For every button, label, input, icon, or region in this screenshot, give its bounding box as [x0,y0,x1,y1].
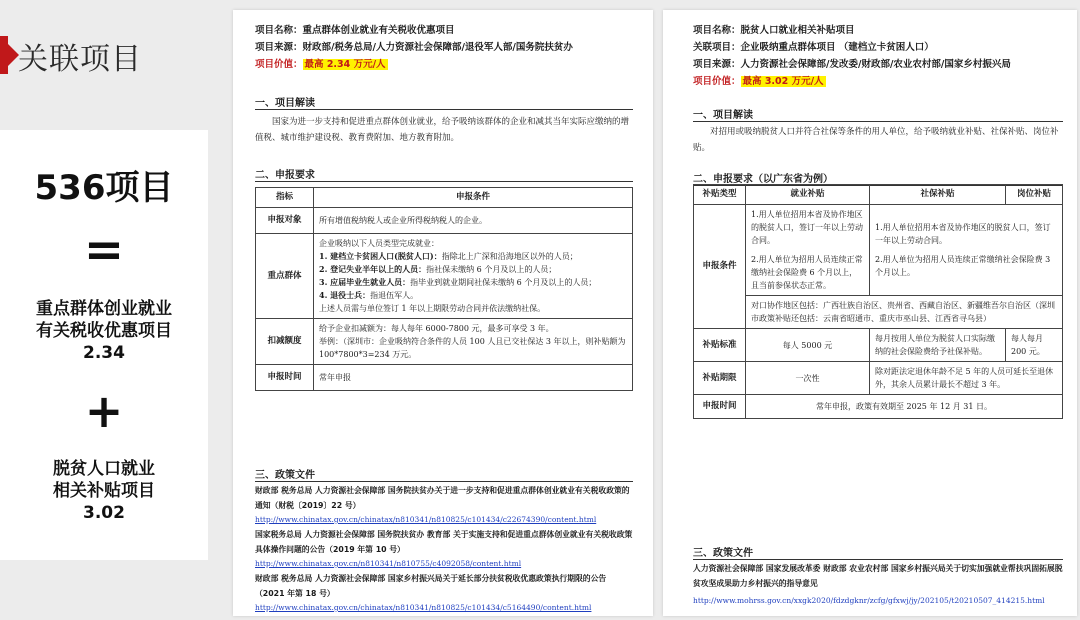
doc2-row-label: 申报条件 [694,205,746,329]
doc1-key-group-2 [319,263,627,276]
doc2-meta [693,22,1063,90]
table-row [694,362,1063,395]
summary-item-1-line1: 重点群体创业就业 [36,299,172,319]
doc1-deduction-example: 举例：（深圳市：企业吸纳符合条件的人员 100 人且已交社保达 3 年以上，则补贴额为 100*7800*3=234 万元。 [319,337,626,359]
doc1-row-label: 扣减额度 [256,319,314,365]
doc2-project-name: 项目名称：脱贫人口就业相关补贴项目 [693,25,855,36]
doc1-policy-2-title: 国家税务总局 人力资源社会保障部 国务院扶贫办 教育部 关于实施支持和促进重点群体创业就业有关税收政策具体操作问题的公告（2019 年第 10 号） [255,530,633,554]
summary-item-1 [0,298,208,364]
doc1-row-label: 重点群体 [256,234,314,319]
doc2-value-highlight: 最高 3.02 万元/人 [742,76,824,87]
doc1-row-key-groups [314,234,633,319]
table-row [256,319,633,365]
table-row [256,234,633,319]
doc2-row-label: 补贴标准 [694,329,746,362]
doc1-section-2-heading: 二、申报要求 [255,170,315,181]
document-page-2 [663,10,1077,616]
doc1-section-3-heading: 三、政策文件 [255,470,315,481]
doc2-insurance-conditions [870,205,1063,296]
doc2-apply-time: 常年申报，政策有效期至 2025 年 12 月 31 日。 [746,395,1063,419]
summary-item-2 [0,458,208,524]
table-row [694,185,1063,205]
doc2-divider-3 [693,559,1063,560]
summary-item-2-line1: 脱贫人口就业 [53,459,155,479]
doc2-policy-link[interactable]: http://www.mohrss.gov.cn/xxgk2020/fdzdgknr/zcfg/gfxwj/jy/202105/t20210507_414215.html [693,596,1045,605]
table-row [694,395,1063,419]
doc1-project-value [255,56,635,73]
doc1-divider-2 [255,181,633,182]
doc2-employment-cond-1: 1.用人单位招用本省及协作地区的脱贫人口，签订一年以上劳动合同。 [751,210,863,245]
doc1-divider-3 [255,481,633,482]
doc1-row-text: 所有增值税纳税人或企业所得税纳税人的企业。 [314,208,633,234]
doc2-period-employment: 一次性 [746,362,870,395]
doc1-key-group-4 [319,289,627,302]
doc1-policy-list [255,483,633,615]
doc1-policy-1-title: 财政部 税务总局 人力资源社会保障部 国务院扶贫办关于进一步支持和促进重点群体创业就业有关税收政策的通知（财税〔2019〕22 号） [255,486,630,510]
doc2-value-label: 项目价值： [693,76,741,87]
table-row [694,329,1063,362]
doc2-th-employment: 就业补贴 [746,185,870,205]
doc2-insurance-cond-1: 1.用人单位招用本省及协作地区的脱贫人口，签订一年以上劳动合同。 [875,223,1051,245]
doc1-key-groups-intro: 企业吸纳以下人员类型完成就业： [319,239,439,248]
doc1-key-group-3-title: 3. 应届毕业生就业人员： [319,277,411,287]
doc1-key-group-1-title: 1. 建档立卡贫困人口(脱贫人口)： [319,251,442,261]
doc2-employment-conditions [746,205,870,296]
doc2-row-label: 补贴期限 [694,362,746,395]
doc2-th-position: 岗位补贴 [1006,185,1063,205]
doc1-policy-3-title: 财政部 税务总局 人力资源社会保障部 国家乡村振兴局关于延长部分扶贫税收优惠政策执行期限的公告（2021 年第 18 号） [255,574,607,598]
summary-equals: = [83,222,125,278]
doc1-meta [255,22,635,73]
doc1-row-text: 常年申报 [314,365,633,391]
doc1-key-group-2-desc: 指社保未缴纳 6 个月及以上的人员； [426,265,557,274]
summary-count: 536项目 [34,168,174,208]
doc1-key-group-1 [319,250,627,263]
doc2-project-source: 项目来源：人力资源社会保障部/发改委/财政部/农业农村部/国家乡村振兴局 [693,59,1011,70]
summary-item-1-value: 2.34 [83,343,125,363]
doc1-key-group-3 [319,276,627,289]
doc1-row-label: 申报对象 [256,208,314,234]
slide-title: 关联项目 [18,42,142,77]
doc2-standard-employment: 每人 5000 元 [746,329,870,362]
doc1-row-label: 申报时间 [256,365,314,391]
doc1-project-name: 项目名称：重点群体创业就业有关税收优惠项目 [255,25,455,36]
doc1-section-1-heading: 一、项目解读 [255,98,315,109]
doc1-section-1-text: 国家为进一步支持和促进重点群体创业就业，给予吸纳该群体的企业和减其当年实际应缴纳的增值税、城市维护建设税、教育费附加、地方教育附加。 [255,117,630,143]
doc2-section-1-text: 对招用或吸纳脱贫人口并符合社保等条件的用人单位，给予吸纳就业补贴、社保补贴、岗位补贴。 [693,127,1059,153]
summary-item-2-line2: 相关补贴项目 [53,481,155,501]
doc1-key-group-3-desc: 指毕业到就业期间社保未缴纳 6 个月及以上的人员； [410,278,597,287]
table-row [694,205,1063,296]
doc2-standard-position: 每人每月 200 元。 [1006,329,1063,362]
doc1-key-group-1-desc: 指除北上广深和沿海地区以外的人员； [441,252,578,261]
doc2-related-project: 关联项目：企业吸纳重点群体项目 （建档立卡贫困人口） [693,42,934,53]
doc2-th-social-insurance: 社保补贴 [870,185,1006,205]
doc1-th-conditions: 申报条件 [314,188,633,208]
doc2-period-insurance: 除对距法定退休年龄不足 5 年的人员可延长至退休外，其余人员累计最长不超过 3 年。 [870,362,1063,395]
doc1-value-highlight: 最高 2.34 万元/人 [304,59,386,70]
doc1-th-indicator: 指标 [256,188,314,208]
doc1-key-groups-note: 上述人员需与单位签订 1 年以上期限劳动合同并依法缴纳社保。 [319,304,546,313]
table-row [256,188,633,208]
doc2-subsidy-table [693,184,1063,419]
doc1-key-group-4-title: 4. 退役士兵： [319,290,371,300]
table-row [694,296,1063,329]
doc2-policy-list [693,561,1063,608]
doc1-value-label: 项目价值： [255,59,303,70]
doc1-deduction-text: 给予企业扣减额为：每人每年 6000-7800 元，最多可享受 3 年。 [319,324,554,333]
table-row [256,208,633,234]
doc1-policy-1-link[interactable]: http://www.chinatax.gov.cn/chinatax/n810341/n810825/c101434/c22674390/content.html [255,515,597,524]
doc2-section-1-heading: 一、项目解读 [693,110,753,121]
table-row [256,365,633,391]
doc2-employment-cond-2: 2.用人单位为招用人员连续正常缴纳社会保险费 6 个月以上，且当前参保状态正常。 [751,255,863,290]
doc2-section-3-heading: 三、政策文件 [693,548,753,559]
doc2-section-2-heading: 二、申报要求（以广东省为例） [693,174,833,185]
title-accent-bar [0,36,8,74]
doc2-divider-1 [693,121,1063,122]
doc1-project-source: 项目来源：财政部/税务总局/人力资源社会保障部/退役军人部/国务院扶贫办 [255,42,573,53]
doc2-th-type: 补贴类型 [694,185,746,205]
doc1-policy-2-link[interactable]: http://www.chinatax.gov.cn/n810341/n810755/c4092058/content.html [255,559,522,568]
doc1-key-group-4-desc: 指退伍军人。 [370,291,419,300]
summary-item-1-line2: 有关税收优惠项目 [36,321,172,341]
doc2-insurance-cond-2: 2.用人单位为招用人员连续正常缴纳社会保险费 3 个月以上。 [875,255,1051,277]
doc2-region-note: 对口协作地区包括：广西壮族自治区、贵州省、西藏自治区、新疆维吾尔自治区（深圳市政策补贴还包括：云南省昭通市、重庆市巫山县、江西省寻乌县） [746,296,1063,329]
doc1-divider-1 [255,109,633,110]
doc2-policy-title: 人力资源社会保障部 国家发展改革委 财政部 农业农村部 国家乡村振兴局关于切实加强就业帮扶巩固拓展脱贫攻坚成果助力乡村振兴的指导意见 [693,564,1063,588]
summary-plus: + [84,384,124,438]
doc2-row-label: 申报时间 [694,395,746,419]
doc1-policy-3-link[interactable]: http://www.chinatax.gov.cn/chinatax/n810341/n810825/c101434/c5164490/content.html [255,603,592,612]
document-page-1 [233,10,653,616]
summary-item-2-value: 3.02 [83,503,125,523]
doc1-requirements-table [255,187,633,391]
doc2-standard-insurance: 每月按用人单位为脱贫人口实际缴纳的社会保险费给予社保补贴。 [870,329,1006,362]
doc1-key-group-2-title: 2. 登记失业半年以上的人员： [319,264,427,274]
doc1-row-deduction [314,319,633,365]
doc2-project-value [693,73,1063,90]
